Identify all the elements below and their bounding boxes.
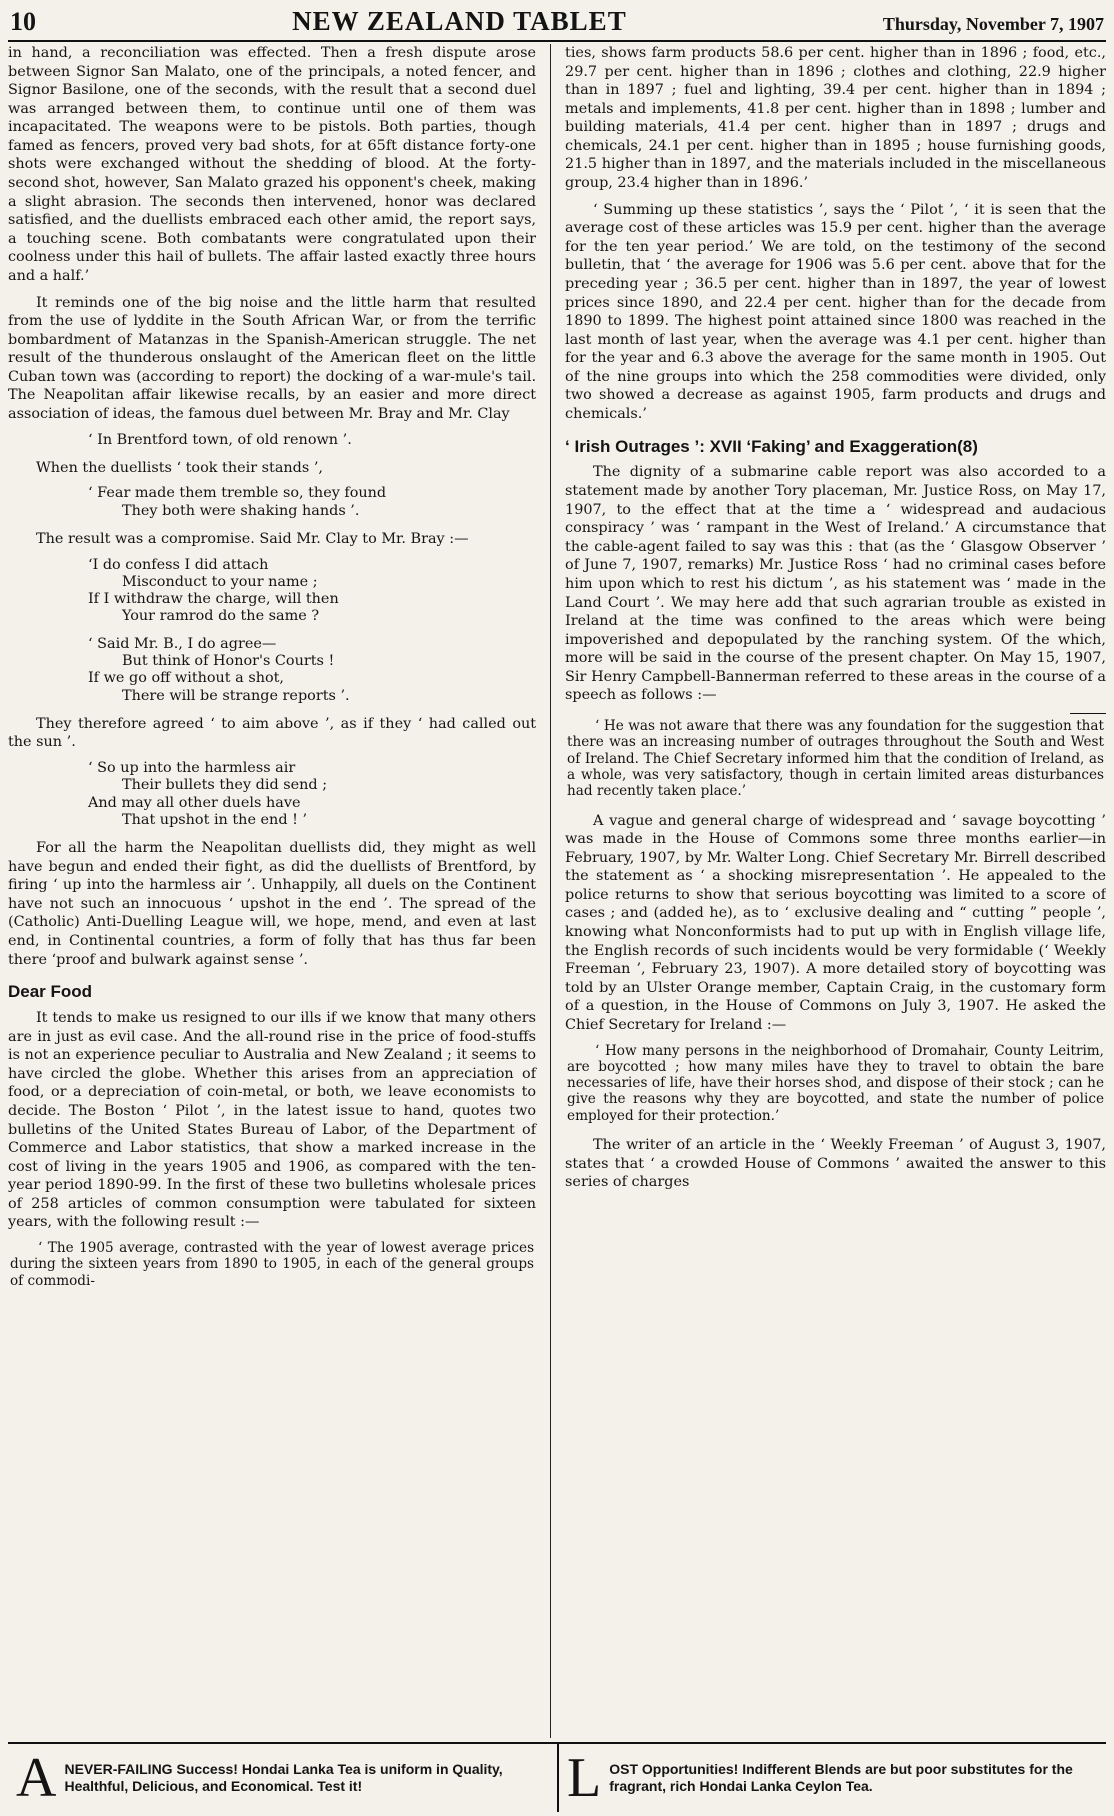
verse-line: But think of Honor's Courts ! — [122, 652, 335, 669]
verse-agree — [88, 636, 536, 705]
verse-line: There will be strange reports ’. — [122, 687, 350, 704]
irish-paragraph-3: The writer of an article in the ‘ Weekly Freeman ’ of August 3, 1907, states that ‘ a crowded House of Commons ’ awaited the answer to this series of charges — [565, 1137, 1106, 1191]
right-column — [551, 44, 1106, 1738]
food-quote-start: ‘ The 1905 average, contrasted with the year of lowest average prices during the sixteen years from 1890 to 1905, in each of the general groups of commodi- — [10, 1240, 535, 1289]
duel-paragraph-6: For all the harm the Neapolitan duellists did, they might as well have begun and ended their fight, as did the duellists of Brentford, by firing ‘ up into the harmless air ’. Unhappily, all duels on the Continent have not such an innocuous ‘ upshot in the end ’. The spread of the (Catholic) Anti-Duelling League will, we hope, mend, and even at last end, in Continental countries, a form of folly that has thus far been there ‘proof and bulwark against sense ’. — [8, 840, 537, 968]
food-paragraph-2: ‘ Summing up these statistics ’, says the ‘ Pilot ’, ‘ it is seen that the average cost of these articles was 15.9 per cent. higher than the average for the ten year period.’ We are told, on the testimony of the second bulletin, that ‘ the average for 1906 was 5.6 per cent. above that for the preceding year ; 36.5 per cent. higher than in 1897, the year of lowest prices since 1890, and 22.4 per cent. higher than for the decade from 1890 to 1899. The highest point attained since 1800 was reached in the last month of last year, when the average was 4.1 per cent. higher than for the year and 6.3 above the average for the same month in 1905. Out of the nine groups into which the 258 commodities were divided, only two showed a decrease as against 1905, farm products and drugs and chemicals.’ — [565, 201, 1106, 422]
ad-text: NEVER-FAILING Success! Hondai Lanka Tea is uniform in Quality, Healthful, Delicious, and Economical. Test it! — [64, 1760, 503, 1794]
verse-line: ‘ Fear made them tremble so, they found — [88, 485, 387, 502]
irish-paragraph-2: A vague and general charge of widespread and ‘ savage boycotting ’ was made in the House of Commons some three months earlier—in February, 1907, by Mr. Walter Long. Chief Secretary Mr. Birrell described the statement as ‘ a shocking misrepresentation ’. He appealed to the police returns to show that serious boycotting was limited to a score of cases ; and (added he), as to ‘ exclusive dealing and “ cutting ” people ’, knowing what Nonconformists had to put up with in English village life, the English records of such incidents would be very formidable (‘ Weekly Freeman ’, February 23, 1907). A more detailed story of boycotting was told by an Ulster Orange member, Captain Craig, in the customary form of a question, in the House of Commons on July 3, 1907. He asked the Chief Secretary for Ireland :— — [565, 812, 1106, 1033]
verse-line: ‘ Said Mr. B., I do agree— — [88, 635, 277, 652]
verse-line: Your ramrod do the same ? — [122, 608, 320, 625]
bannerman-quote: ‘ He was not aware that there was any foundation for the suggestion that there was an increasing number of outrages throughout the South and West of Ireland. The Chief Secretary informed him that the condition of Ireland, as a whole, was very satisfactory, though in certain limited areas disturbances had recently taken place.’ — [567, 718, 1104, 800]
advertisement-right — [557, 1744, 1106, 1812]
verse-line: ‘ In Brentford town, of old renown ’. — [88, 431, 352, 448]
masthead — [8, 6, 1106, 42]
verse-line: ‘ So up into the harmless air — [88, 759, 296, 776]
advertisement-left — [8, 1744, 557, 1812]
duel-paragraph-1: in hand, a reconciliation was effected. Then a fresh dispute arose between Signor San Malato, one of the principals, a noted fencer, and Signor Basilone, one of the seconds, with the result that a second duel was arranged between them, to continue until one of them was incapacitated. The weapons were to be pistols. Both parties, though famed as fencers, proved very bad shots, for at 65ft distance forty-one shots were exchanged without the shedding of blood. At the forty-second shot, however, San Malato grazed his opponent's cheek, making a slight abrasion. The seconds then intervened, honor was declared satisfied, and the duellists embraced each other amid, the report says, a touching scene. Both combatants were congratulated upon their coolness under this hail of bullets. The affair lasted exactly three hours and a half.’ — [8, 45, 537, 284]
duel-paragraph-4: The result was a compromise. Said Mr. Clay to Mr. Bray :— — [36, 530, 469, 547]
craig-question-quote: ‘ How many persons in the neighborhood of Dromahair, County Leitrim, are boycotted ; how many miles have they to travel to obtain the bare necessaries of life, have their horses shod, and dispose of their stock ; can he give the reasons why they are boycotted, and state the number of police employed for their protection.’ — [567, 1042, 1104, 1124]
irish-paragraph-1: The dignity of a submarine cable report was also accorded to a statement made by another Tory placeman, Mr. Justice Ross, on May 17, 1907, to the effect that at the time a ‘ widespread and audacious conspiracy ’ was ‘ rampant in the West of Ireland.’ A circumstance that the cable-agent failed to say was this : that (as the ‘ Glasgow Observer ’ of June 7, 1907, remarks) Mr. Justice Ross ‘ had no criminal cases before him upon which to rest his dictum ’, as his statement was ‘ made in the Land Court ’. We may here add that such agrarian trouble as existed in Ireland at the time was confined to the areas which were being impoverished and depopulated by the ranching system. Of the which, more will be said in the course of the present chapter. On May 15, 1907, Sir Henry Campbell-Bannerman referred to these areas in the course of a speech as follows :— — [565, 464, 1106, 704]
duel-paragraph-3: When the duellists ‘ took their stands ’, — [36, 459, 324, 476]
ad-initial-letter: L — [567, 1747, 602, 1809]
verse-line: Their bullets they did send ; — [122, 777, 328, 794]
advertisement-strip — [8, 1742, 1106, 1812]
article-columns — [8, 44, 1106, 1738]
heading-dear-food: Dear Food — [8, 982, 93, 1002]
verse-line: And may all other duels have — [88, 794, 301, 811]
newspaper-title: NEW ZEALAND TABLET — [292, 6, 627, 36]
food-quote-continued: ties, shows farm products 58.6 per cent. higher than in 1896 ; food, etc., 29.7 per cent. higher than in 1896 ; clothes and clothing, 22.9 higher than in 1897 ; fuel and lighting, 39.4 per cent. higher than in 1894 ; metals and implements, 41.8 per cent. higher than in 1898 ; lumber and building materials, 41.4 per cent. higher than in 1897 ; drugs and chemicals, 24.1 per cent. higher than in 1895 ; house furnishing goods, 21.5 higher than in 1897, and the materials included in the miscellaneous group, 23.4 higher than in 1896.’ — [565, 45, 1106, 192]
food-paragraph-1: It tends to make us resigned to our ills if we know that many others are in just as evil case. And the all-round rise in the price of food-stuffs is not an experience peculiar to Australia and New Zealand ; it seems to have circled the globe. Whether this arises from an appreciation of food, or a depreciation of coin-metal, or both, we leave economists to decide. The Boston ‘ Pilot ’, in the latest issue to hand, quotes two bulletins of the United States Bureau of Labor, of the Department of Commerce and Labor statistics, that show a marked increase in the cost of living in the years 1905 and 1906, as compared with the ten-year period 1890-99. In the first of these two bulletins wholesale prices of 258 articles of common consumption were tabulated for sixteen years, with the following result :— — [8, 1010, 537, 1231]
verse-upshot — [88, 760, 536, 829]
verse-fear — [88, 485, 536, 520]
heading-irish-outrages: ‘ Irish Outrages ’: XVII ‘Faking’ and Exaggeration(8) — [565, 436, 978, 456]
ad-initial-letter: A — [16, 1747, 57, 1809]
ad-text: OST Opportunities! Indifferent Blends are but poor substitutes for the fragrant, rich Hondai Lanka Ceylon Tea. — [609, 1760, 1073, 1794]
verse-line: ‘I do confess I did attach — [88, 556, 269, 573]
issue-date: Thursday, November 7, 1907 — [882, 14, 1104, 34]
verse-line: If we go off without a shot, — [88, 670, 284, 687]
left-column — [8, 44, 550, 1738]
verse-line: That upshot in the end ! ’ — [122, 811, 308, 828]
verse-brentford — [88, 432, 536, 449]
rule-mark — [1070, 713, 1106, 714]
page-number: 10 — [10, 7, 36, 36]
verse-line: They both were shaking hands ’. — [122, 502, 360, 519]
verse-confess — [88, 557, 536, 626]
verse-line: If I withdraw the charge, will then — [88, 591, 339, 608]
duel-paragraph-5: They therefore agreed ‘ to aim above ’, as if they ‘ had called out the sun ’. — [8, 715, 537, 751]
duel-paragraph-2: It reminds one of the big noise and the little harm that resulted from the use of lyddite in the South African War, or from the terrific bombardment of Matanzas in the Spanish-American struggle. The net result of the thunderous onslaught of the American fleet on the little Cuban town was (according to report) the docking of a war-mule's tail. The Neapolitan affair likewise recalls, by an easier and more direct association of ideas, the famous duel between Mr. Bray and Mr. Clay — [8, 294, 537, 422]
verse-line: Misconduct to your name ; — [122, 573, 318, 590]
